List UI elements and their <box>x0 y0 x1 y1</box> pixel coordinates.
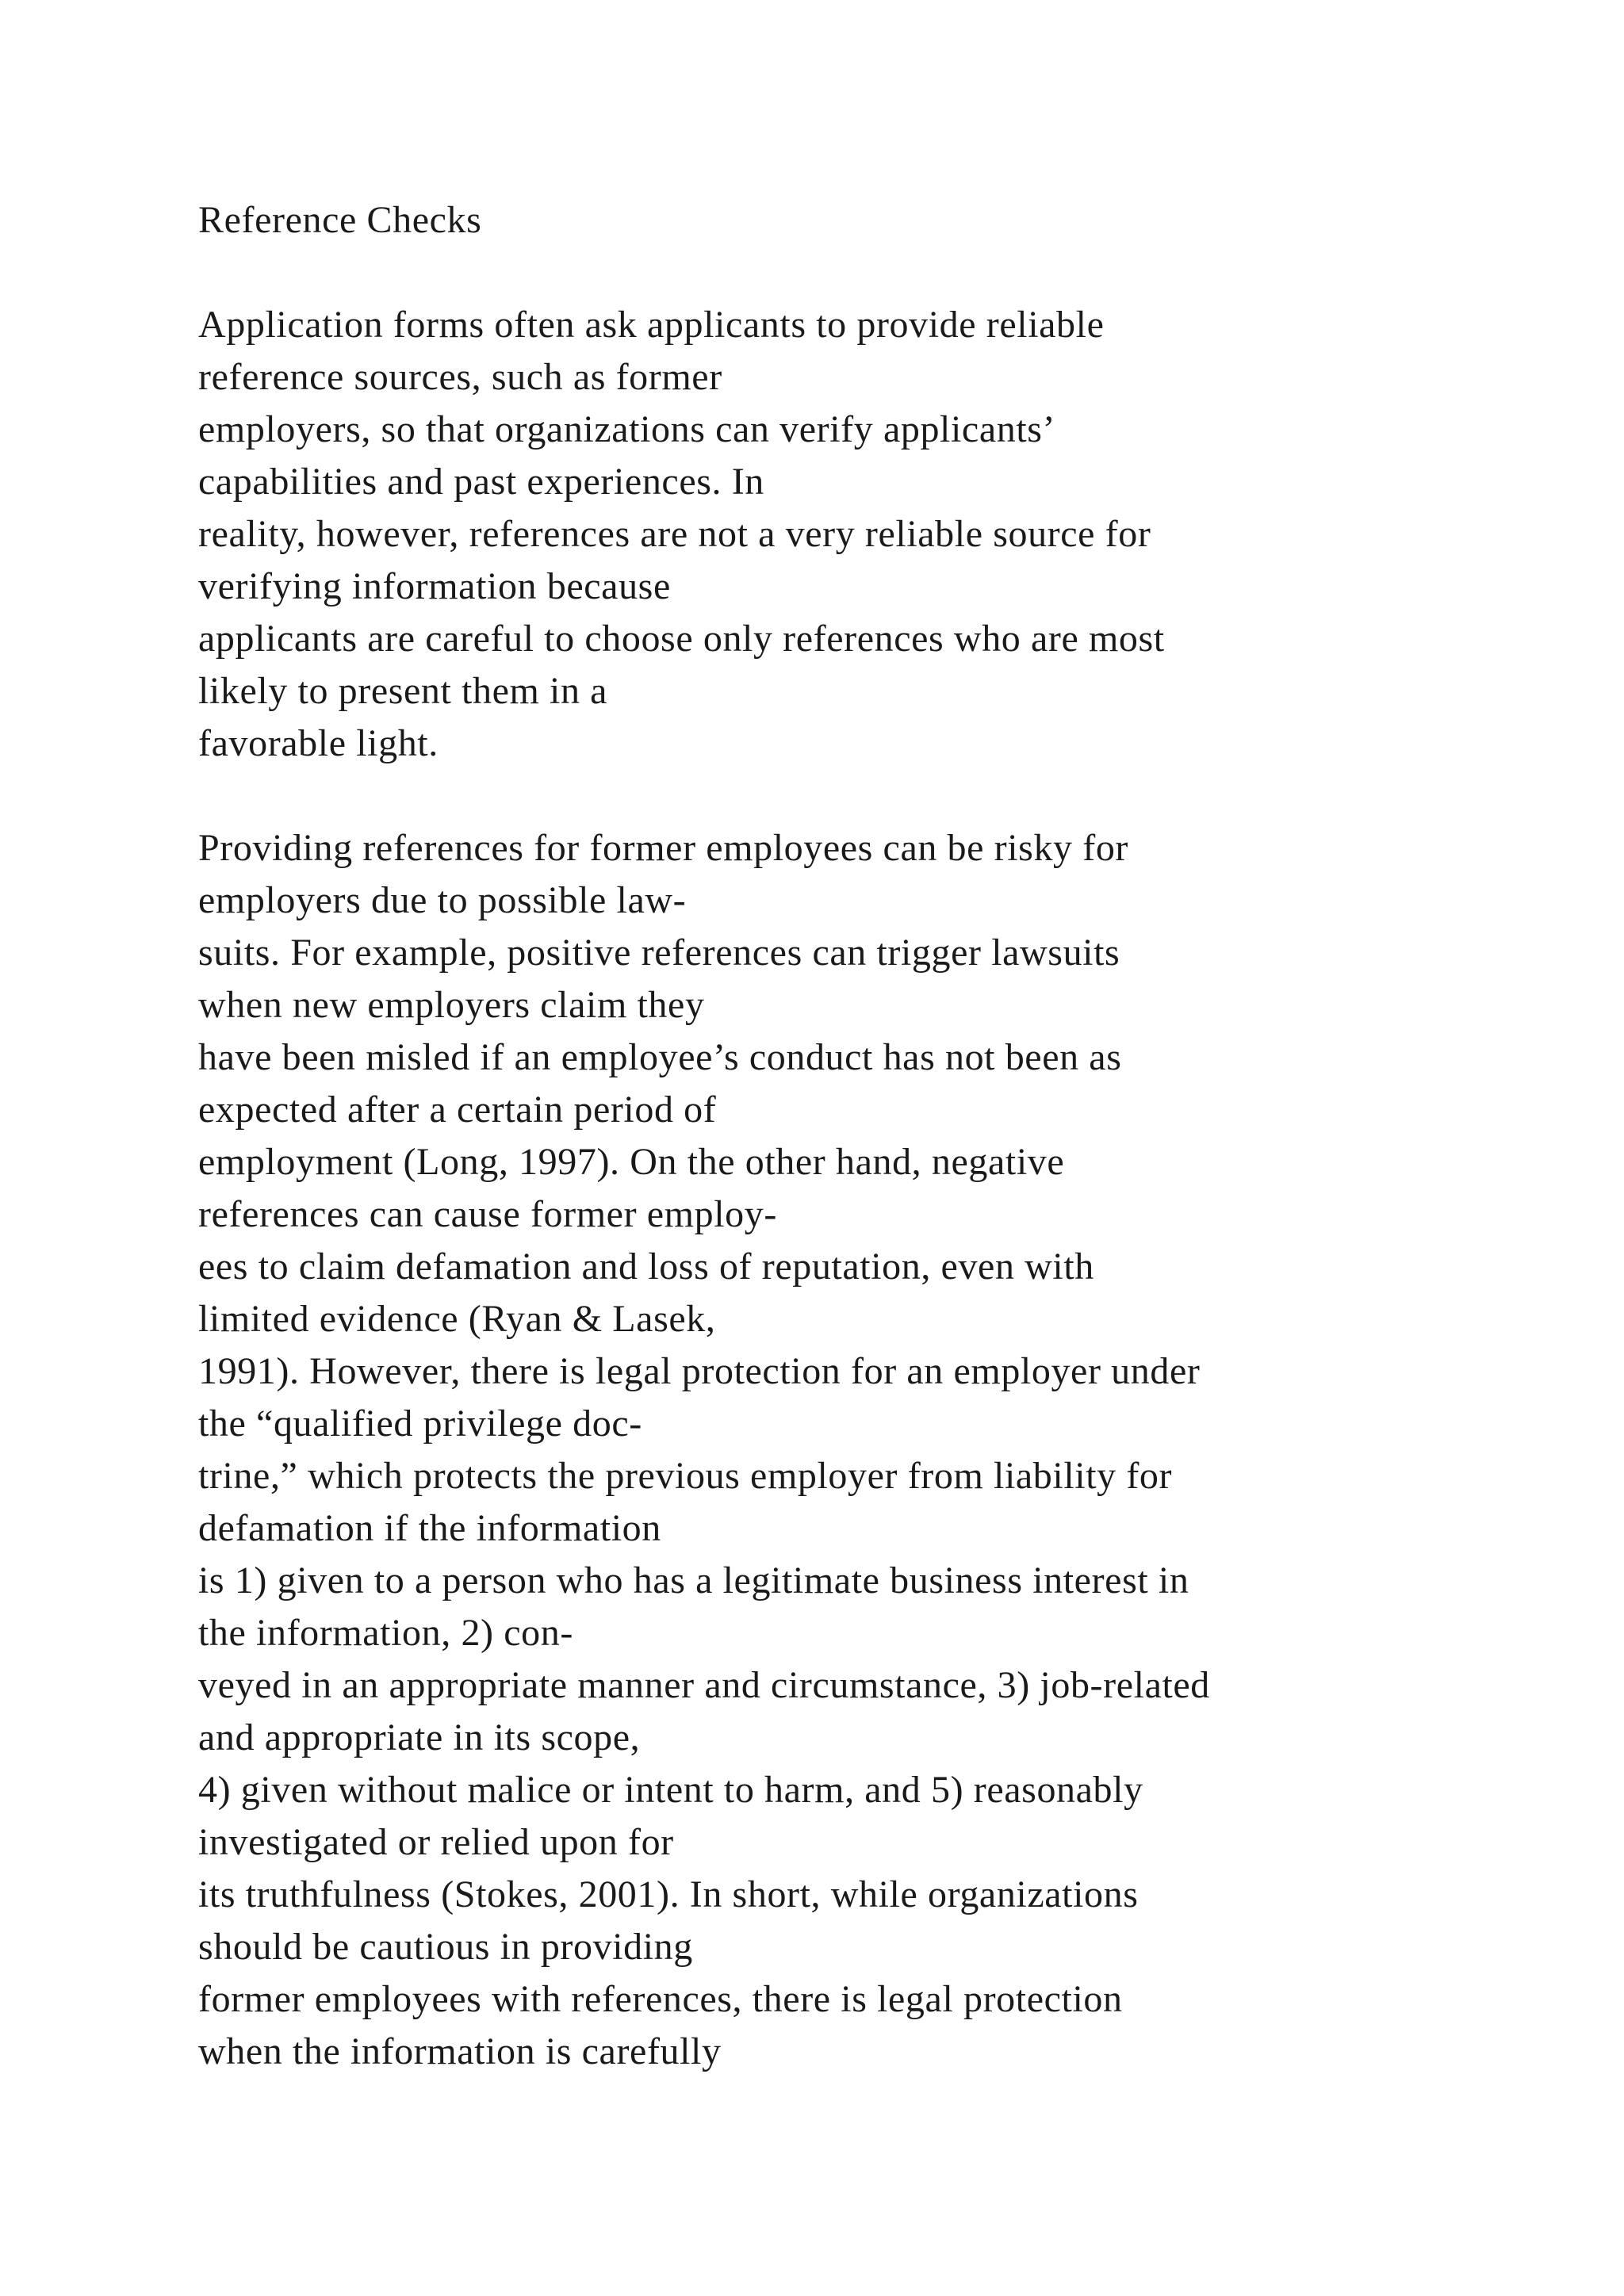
paragraph-gap <box>198 770 1507 822</box>
text-line: and appropriate in its scope, <box>198 1716 641 1758</box>
text-line: trine,” which protects the previous employer from liability for <box>198 1455 1173 1497</box>
text-line: have been misled if an employee’s conduct has not been as <box>198 1036 1122 1078</box>
text-line: favorable light. <box>198 722 439 764</box>
text-line: Providing references for former employees can be risky for <box>198 827 1129 869</box>
text-line: defamation if the information <box>198 1507 661 1549</box>
text-line: limited evidence (Ryan & Lasek, <box>198 1298 716 1340</box>
text-line: former employees with references, there is legal protection <box>198 1978 1123 2020</box>
text-line: reference sources, such as former <box>198 356 722 398</box>
text-line: capabilities and past experiences. In <box>198 461 764 503</box>
text-line: is 1) given to a person who has a legitimate business interest in <box>198 1559 1189 1601</box>
text-line: Application forms often ask applicants to provide reliable <box>198 304 1105 346</box>
text-line: reality, however, references are not a very reliable source for <box>198 513 1151 555</box>
text-line: applicants are careful to choose only references who are most <box>198 618 1165 660</box>
text-line: investigated or relied upon for <box>198 1821 674 1863</box>
text-line: when new employers claim they <box>198 984 705 1026</box>
text-line: suits. For example, positive references can trigger lawsuits <box>198 932 1120 974</box>
text-line: verifying information because <box>198 565 671 607</box>
text-line: its truthfulness (Stokes, 2001). In short, while organizations <box>198 1873 1139 1915</box>
text-line: when the information is carefully <box>198 2030 722 2072</box>
document-body <box>198 194 1507 2078</box>
text-line: veyed in an appropriate manner and circumstance, 3) job-related <box>198 1664 1210 1706</box>
text-line: employers due to possible law- <box>198 879 687 921</box>
text-line: ees to claim defamation and loss of reputation, even with <box>198 1246 1094 1288</box>
text-line: references can cause former employ- <box>198 1193 777 1235</box>
text-line: expected after a certain period of <box>198 1089 717 1131</box>
document-title: Reference Checks <box>198 199 482 241</box>
text-line: the information, 2) con- <box>198 1612 573 1654</box>
text-line: employment (Long, 1997). On the other hand, negative <box>198 1141 1065 1183</box>
text-line: employers, so that organizations can verify applicants’ <box>198 408 1056 450</box>
paragraph-1 <box>198 299 1507 770</box>
text-line: likely to present them in a <box>198 670 608 712</box>
text-line: the “qualified privilege doc- <box>198 1402 642 1445</box>
text-line: 1991). However, there is legal protection for an employer under <box>198 1350 1201 1392</box>
paragraph-gap <box>198 247 1507 299</box>
text-line: should be cautious in providing <box>198 1926 693 1968</box>
paragraph-2 <box>198 822 1507 2078</box>
text-line: 4) given without malice or intent to harm, and 5) reasonably <box>198 1769 1143 1811</box>
